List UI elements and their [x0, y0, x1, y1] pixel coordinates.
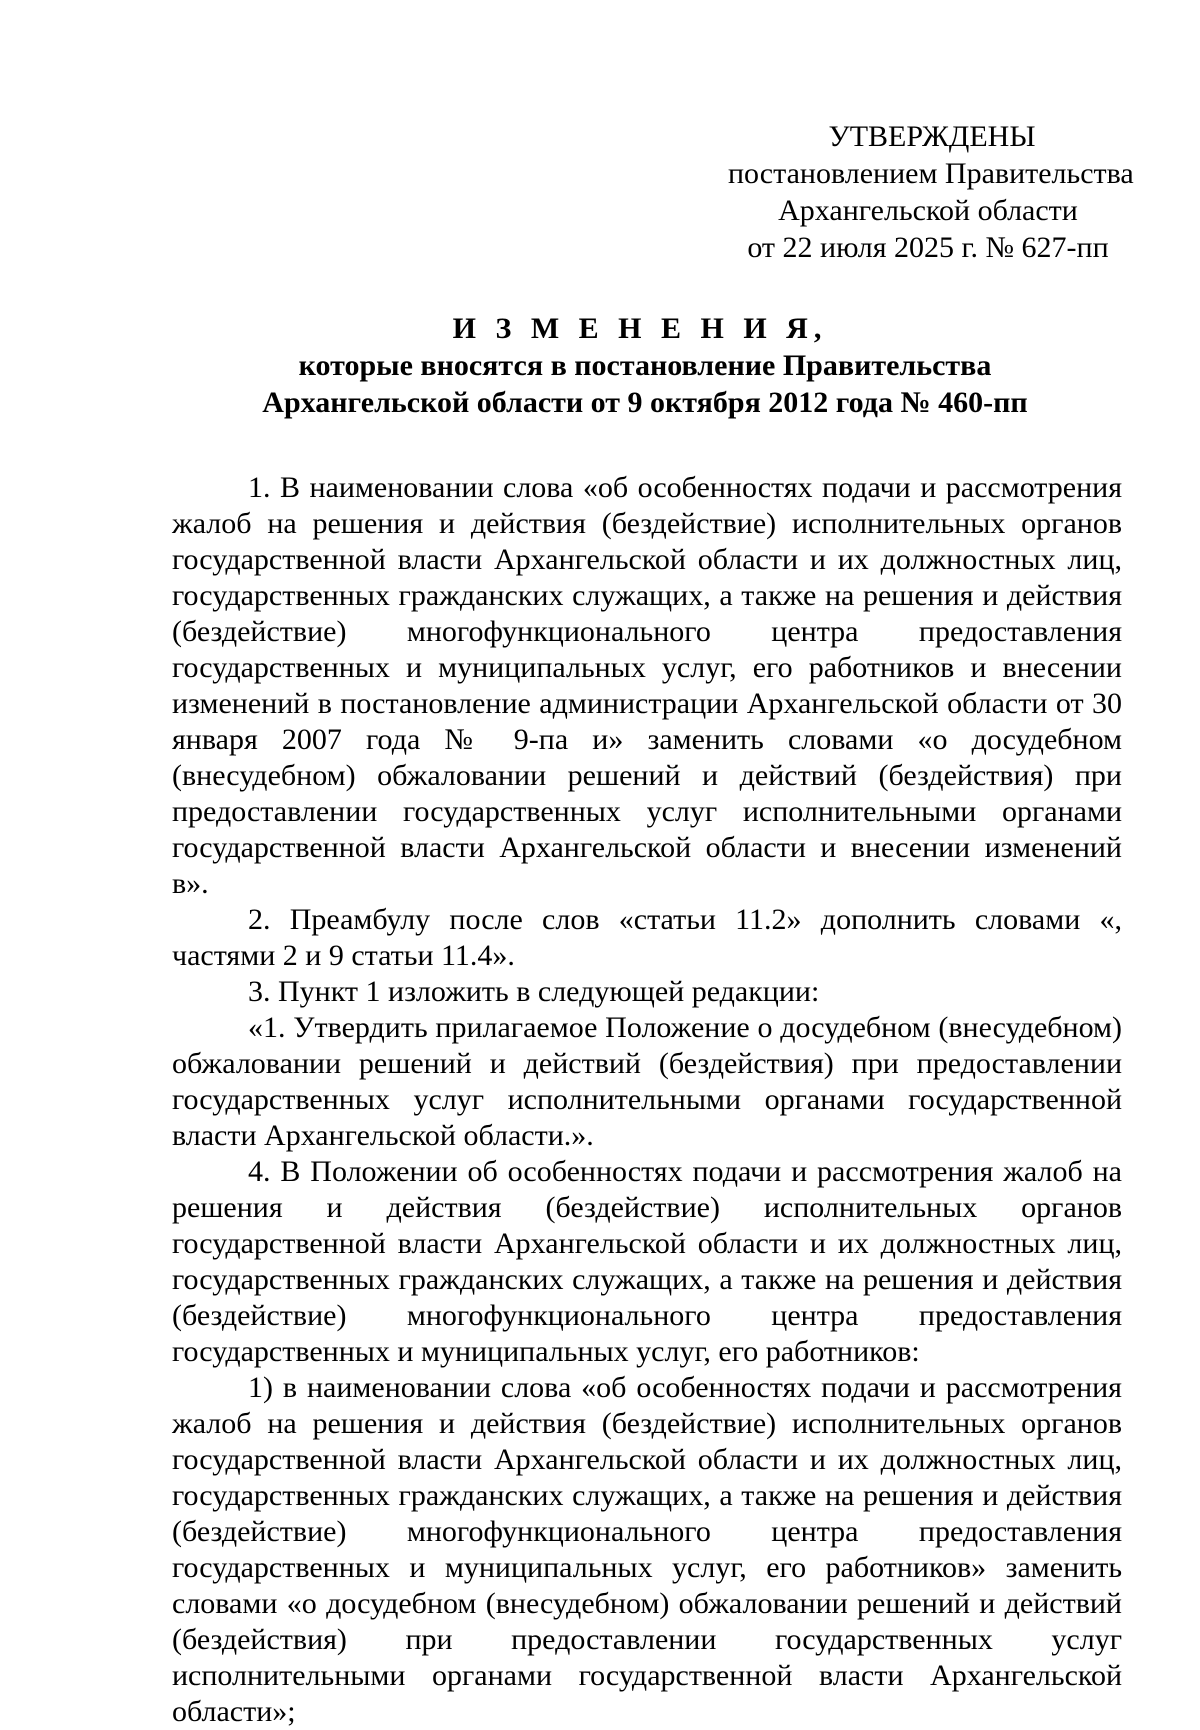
- paragraph-1: 1. В наименовании слова «об особенностях подачи и рассмотрения жалоб на решения и действия (бездействие) исполнительных органов государственной власти Архангельской области и их должностных лиц, государственных гражданских служащих, а также на решения и действия (бездействие) многофункционального центра предоставления государственных и муниципальных услуг, его работников и внесении изменений в постановление администрации Архангельской области от 30 января 2007 года № 9-па и» заменить словами «о досудебном (внесудебном) обжаловании решений и действий (бездействия) при предоставлении государственных услуг исполнительными органами государственной власти Архангельской области и внесении изменений в».: [172, 471, 1122, 900]
- approval-title: УТВЕРЖДЕНЫ: [828, 120, 1036, 153]
- approval-stamp: [728, 118, 1134, 266]
- heading-subtitle-line2: Архангельской области от 9 октября 2012 года № 460-пп: [262, 386, 1028, 419]
- document-heading: [170, 310, 1120, 421]
- document-body: [172, 470, 1122, 1730]
- paragraph-3: 3. Пункт 1 изложить в следующей редакции:: [248, 975, 820, 1008]
- approval-line-date: от 22 июля 2025 г. № 627-пп: [747, 231, 1109, 264]
- heading-title: И З М Е Н Е Н И Я,: [452, 312, 828, 345]
- paragraph-4: 4. В Положении об особенностях подачи и рассмотрения жалоб на решения и действия (бездействие) исполнительных органов государственной власти Архангельской области и их должностных лиц, государственных гражданских служащих, а также на решения и действия (бездействие) многофункционального центра предоставления государственных и муниципальных услуг, его работников:: [172, 1155, 1122, 1368]
- heading-subtitle-line1: которые вносятся в постановление Правительства: [298, 349, 992, 382]
- approval-line-decree: постановлением Правительства: [728, 157, 1134, 190]
- approval-line-region: Архангельской области: [778, 194, 1078, 227]
- paragraph-3-quote: «1. Утвердить прилагаемое Положение о досудебном (внесудебном) обжаловании решений и действий (бездействия) при предоставлении государственных услуг исполнительными органами государственной власти Архангельской области.».: [172, 1011, 1122, 1152]
- paragraph-4-subitem-1: 1) в наименовании слова «об особенностях подачи и рассмотрения жалоб на решения и действия (бездействие) исполнительных органов государственной власти Архангельской области и их должностных лиц, государственных гражданских служащих, а также на решения и действия (бездействие) многофункционального центра предоставления государственных и муниципальных услуг, его работников» заменить словами «о досудебном (внесудебном) обжаловании решений и действий (бездействия) при предоставлении государственных услуг исполнительными органами государственной власти Архангельской области»;: [172, 1371, 1122, 1728]
- paragraph-2: 2. Преамбулу после слов «статьи 11.2» дополнить словами «, частями 2 и 9 статьи 11.4».: [172, 903, 1122, 972]
